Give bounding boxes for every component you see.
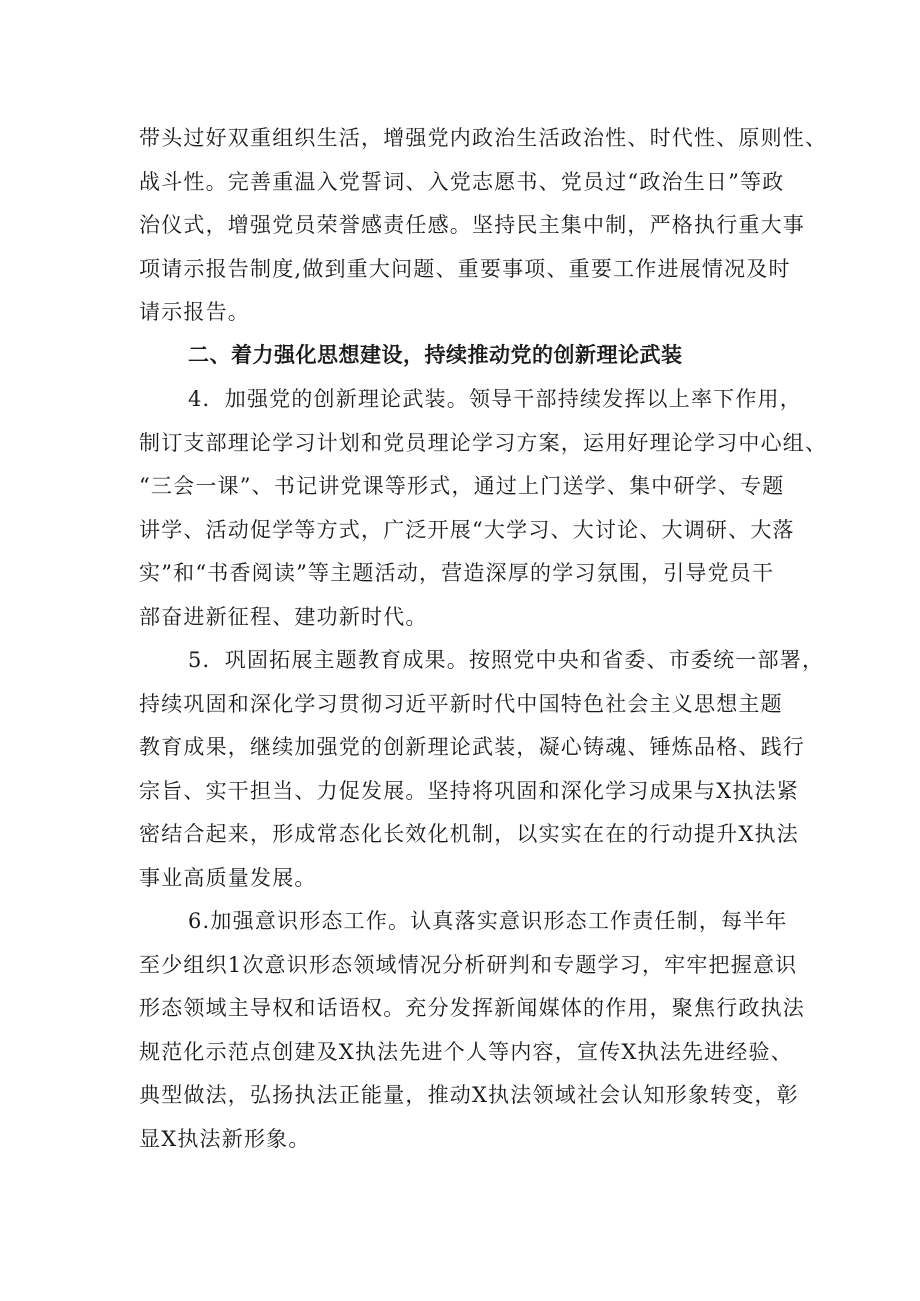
text-line: “三会一课”、书记讲党课等形式，通过上门送学、集中研学、专题 [139, 474, 785, 498]
text-line: 战斗性。完善重温入党誓词、入党志愿书、党员过“政治生日”等政 [139, 170, 785, 194]
text-line: 实”和“书香阅读”等主题活动，营造深厚的学习氛围，引导党员干 [139, 561, 775, 585]
text-line: 宗旨、实干担当、力促发展。坚持将巩固和深化学习成果与X执法紧 [139, 779, 799, 803]
section-heading: 二、着力强化思想建设，持续推动党的创新理论武装 [188, 343, 683, 367]
text-line: 6.加强意识形态工作。认真落实意识形态工作责任制，每半年 [188, 909, 788, 933]
text-line: 4．加强党的创新理论武装。领导干部持续发挥以上率下作用， [188, 387, 802, 411]
text-line: 典型做法，弘扬执法正能量，推动X执法领域社会认知形象转变，彰 [139, 1083, 799, 1107]
text-line: 讲学、活动促学等方式，广泛开展“大学习、大讨论、大调研、大落 [139, 518, 795, 542]
text-line: 规范化示范点创建及X执法先进个人等内容，宣传X执法先进经验、 [139, 1040, 793, 1064]
text-line: 密结合起来，形成常态化长效化机制，以实实在在的行动提升X执法 [139, 822, 799, 846]
text-line: 事业高质量发展。 [139, 866, 317, 890]
text-line: 形态领域主导权和话语权。充分发挥新闻媒体的作用，聚焦行政执法 [139, 996, 805, 1020]
text-line: 持续巩固和深化学习贯彻习近平新时代中国特色社会主义思想主题 [139, 692, 783, 716]
text-line: 部奋进新征程、建功新时代。 [139, 605, 428, 629]
text-line: 带头过好双重组织生活，增强党内政治生活政治性、时代性、原则性、 [139, 126, 828, 150]
text-line: 项请示报告制度,做到重大问题、重要事项、重要工作进展情况及时 [139, 257, 791, 281]
text-line: 教育成果，继续加强党的创新理论武装，凝心铸魂、锤炼品格、践行 [139, 735, 805, 759]
text-line: 5．巩固拓展主题教育成果。按照党中央和省委、市委统一部署， [188, 648, 825, 672]
text-line: 至少组织1次意识形态领域情况分析研判和专题学习，牢牢把握意识 [139, 953, 798, 977]
text-line: 请示报告。 [139, 300, 250, 324]
text-line: 治仪式，增强党员荣誉感责任感。坚持民主集中制，严格执行重大事 [139, 213, 805, 237]
text-line: 制订支部理论学习计划和党员理论学习方案，运用好理论学习中心组、 [139, 431, 828, 455]
text-line: 显X执法新形象。 [139, 1127, 311, 1151]
